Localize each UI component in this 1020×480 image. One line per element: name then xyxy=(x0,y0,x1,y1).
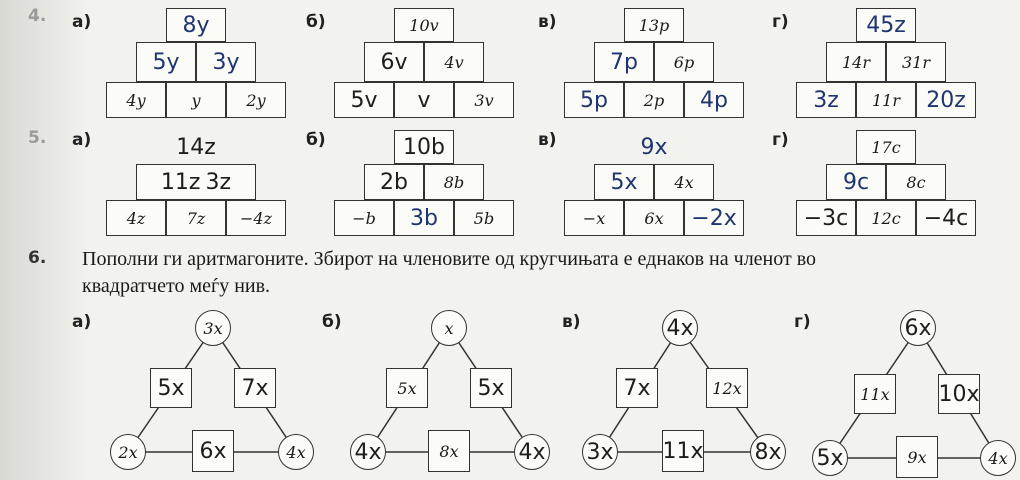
instruction-line-1: Пополни ги аритмагоните. Збирот на членовите од кругчињата е еднаков на членот во xyxy=(82,248,817,270)
p6-b-circle-top: x xyxy=(431,310,467,346)
p4-b-bottom-3: 3v xyxy=(454,82,514,118)
p6-g-circle-right: 4x xyxy=(980,440,1016,476)
p4-b-bottom-2: v xyxy=(394,82,454,118)
p6-v-label: в) xyxy=(562,312,581,332)
p5-a-label: а) xyxy=(72,130,92,150)
p5-g-bottom-2: 12c xyxy=(856,200,916,236)
p4-g-bottom-3: 20z xyxy=(916,82,976,118)
p6-v-square-bottom: 11x xyxy=(662,430,704,472)
p4-g-mid-left: 14r xyxy=(826,42,886,82)
p5-b-bottom-2: 3b xyxy=(394,200,454,236)
p4-g-bottom-1: 3z xyxy=(796,82,856,118)
p6-a-label: а) xyxy=(72,312,92,332)
problem-6-number: 6. xyxy=(28,248,47,268)
p4-v-top: 13p xyxy=(624,8,684,42)
p5-v-mid-right: 4x xyxy=(654,164,714,200)
p5-b-bottom-3: 5b xyxy=(454,200,514,236)
p4-a-top: 8y xyxy=(166,8,226,42)
p4-a-bottom-3: 2y xyxy=(226,82,286,118)
p5-a-bottom-1: 4z xyxy=(106,200,166,236)
p4-a-bottom-2: y xyxy=(166,82,226,118)
p5-g-mid-right: 8c xyxy=(886,164,946,200)
p5-v-bottom-2: 6x xyxy=(624,200,684,236)
p4-b-top: 10v xyxy=(394,8,454,42)
p6-a-circle-top: 3x xyxy=(195,310,231,346)
p5-b-bottom-1: −b xyxy=(334,200,394,236)
problem-4-number: 4. xyxy=(28,6,47,26)
p6-v-circle-left: 3x xyxy=(582,434,618,470)
p4-v-bottom-2: 2p xyxy=(624,82,684,118)
p5-v-mid-left: 5x xyxy=(594,164,654,200)
p6-g-label: г) xyxy=(794,312,811,332)
p4-v-mid-right: 6p xyxy=(654,42,714,82)
p4-b-label: б) xyxy=(306,12,326,32)
p4-a-mid-left: 5y xyxy=(136,42,196,82)
p5-v-bottom-3: −2x xyxy=(684,200,744,236)
p5-g-bottom-1: −3c xyxy=(796,200,856,236)
p6-a-circle-right: 4x xyxy=(278,434,314,470)
p6-a-square-bottom: 6x xyxy=(192,430,234,472)
p5-b-mid-left: 2b xyxy=(364,164,424,200)
instruction-line-2: квадратчето меѓу нив. xyxy=(82,275,271,297)
p6-b-circle-right: 4x xyxy=(514,434,550,470)
p6-v-square-right: 12x xyxy=(706,368,748,408)
p6-g-circle-top: 6x xyxy=(900,310,936,346)
p4-v-bottom-1: 5p xyxy=(564,82,624,118)
p5-g-label: г) xyxy=(772,130,789,150)
p4-g-mid-right: 31r xyxy=(886,42,946,82)
p4-g-top: 45z xyxy=(856,8,916,42)
p6-g-square-left: 11x xyxy=(854,374,896,414)
p4-a-bottom-1: 4y xyxy=(106,82,166,118)
problem-5-number: 5. xyxy=(28,128,47,148)
p4-b-bottom-1: 5v xyxy=(334,82,394,118)
p4-v-mid-left: 7p xyxy=(594,42,654,82)
p5-v-top: 9x xyxy=(640,134,668,160)
p5-v-bottom-1: −x xyxy=(564,200,624,236)
p5-g-bottom-3: −4c xyxy=(916,200,976,236)
p6-v-circle-top: 4x xyxy=(662,310,698,346)
p5-a-mid: 11z 3z xyxy=(136,164,256,200)
p4-b-mid-left: 6v xyxy=(364,42,424,82)
p5-b-top: 10b xyxy=(394,130,454,164)
p6-g-circle-left: 5x xyxy=(812,440,848,476)
p6-g-square-bottom: 9x xyxy=(896,436,938,478)
p6-b-circle-left: 4x xyxy=(350,434,386,470)
p5-a-bottom-3: −4z xyxy=(226,200,286,236)
p6-v-circle-right: 8x xyxy=(750,434,786,470)
p6-v-square-left: 7x xyxy=(616,368,658,408)
p6-g-square-right: 10x xyxy=(938,374,980,414)
p6-b-square-left: 5x xyxy=(386,368,428,408)
p6-b-square-bottom: 8x xyxy=(428,430,470,472)
p5-b-mid-right: 8b xyxy=(424,164,484,200)
p6-a-square-right: 7x xyxy=(234,368,276,408)
p6-a-square-left: 5x xyxy=(150,368,192,408)
p4-a-label: а) xyxy=(72,12,92,32)
p5-a-bottom-2: 7z xyxy=(166,200,226,236)
p4-g-label: г) xyxy=(772,12,789,32)
p4-b-mid-right: 4v xyxy=(424,42,484,82)
p5-b-label: б) xyxy=(306,130,326,150)
p5-g-top: 17c xyxy=(856,130,916,164)
p6-b-square-right: 5x xyxy=(470,368,512,408)
p5-v-label: в) xyxy=(538,130,557,150)
p6-a-circle-left: 2x xyxy=(110,434,146,470)
p5-g-mid-left: 9c xyxy=(826,164,886,200)
p4-a-mid-right: 3y xyxy=(196,42,256,82)
p4-v-label: в) xyxy=(538,12,557,32)
p4-g-bottom-2: 11r xyxy=(856,82,916,118)
p6-b-label: б) xyxy=(322,312,342,332)
p4-v-bottom-3: 4p xyxy=(684,82,744,118)
p5-a-top: 14z xyxy=(176,134,216,160)
